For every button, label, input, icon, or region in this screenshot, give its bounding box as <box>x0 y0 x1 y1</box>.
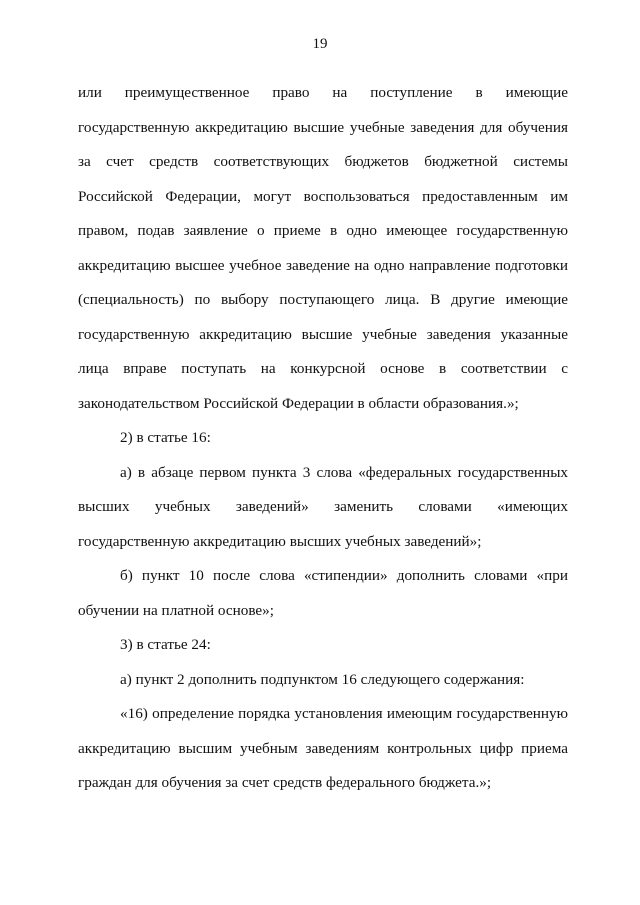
document-body <box>78 76 568 801</box>
paragraph-item-3: 3) в статье 24: <box>120 636 211 653</box>
paragraph-item-3a: а) пункт 2 дополнить подпунктом 16 следующего содержания: <box>120 670 525 688</box>
paragraph-continuation: или преимущественное право на поступление в имеющие государственную аккредитацию высшие учебные заведения для обучения за счет средств соответствующих бюджетов бюджетной системы Российской Федерации, могут воспользоваться предоставленным им правом, подав заявление о приеме в одно имеющее государственную аккредитацию высшее учебное заведение на одно направление подготовки (специальность) по выбору поступающего лица. В другие имеющие государственную аккредитацию высшие учебные заведения указанные лица вправе поступать на конкурсной основе в соответствии с законодательством Российской Федерации в области образования.»; <box>78 84 568 412</box>
paragraph-item-2: 2) в статье 16: <box>120 429 211 446</box>
paragraph-item-2b: б) пункт 10 после слова «стипендии» дополнить словами «при обучении на платной основе»; <box>78 567 568 619</box>
page-number: 19 <box>312 36 328 52</box>
paragraph-quoted-16: «16) определение порядка установления имеющим государственную аккредитацию высшим учебным заведениям контрольных цифр приема граждан для обучения за счет средств федерального бюджета.»; <box>78 705 568 791</box>
paragraph-item-2a: а) в абзаце первом пункта 3 слова «федеральных государственных высших учебных заведений» заменить словами «имеющих государственную аккредитацию высших учебных заведений»; <box>78 463 568 550</box>
